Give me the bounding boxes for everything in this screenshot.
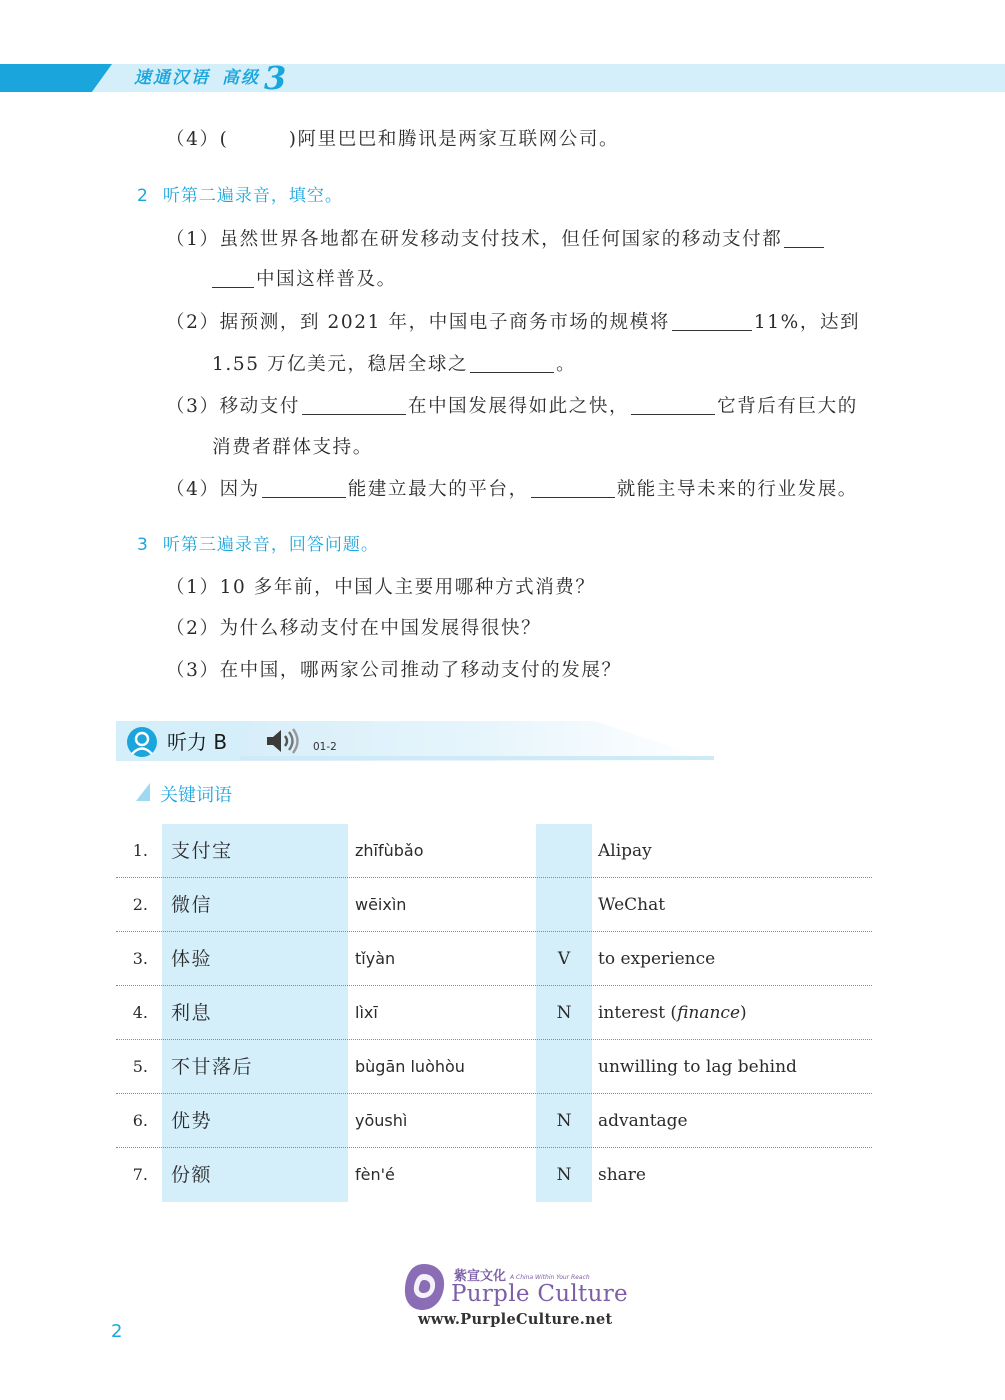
fill-blank[interactable] bbox=[470, 354, 554, 373]
level-label: 高级 bbox=[222, 68, 260, 88]
s2-q3-line2: 消费者群体支持。 bbox=[212, 437, 373, 458]
vocab-num: 4. bbox=[132, 1003, 148, 1022]
fill-blank[interactable] bbox=[212, 269, 254, 288]
vocab-pinyin: bùgān luòhòu bbox=[355, 1057, 465, 1076]
vocab-pos: N bbox=[556, 1165, 572, 1185]
s3-question-3: （3）在中国，哪两家公司推动了移动支付的发展？ bbox=[166, 660, 622, 681]
s2-q1-line1 bbox=[166, 228, 826, 252]
question-4-true-false: （4）( )阿里巴巴和腾讯是两家互联网公司。 bbox=[166, 129, 620, 150]
vocab-num: 2. bbox=[132, 895, 148, 914]
s3-question-1: （1）10 多年前，中国人主要用哪种方式消费？ bbox=[166, 577, 596, 598]
vocab-hanzi: 份额 bbox=[171, 1164, 213, 1186]
audio-speaker-icon[interactable] bbox=[265, 726, 303, 756]
s2-q4-text-b: 能建立最大的平台， bbox=[347, 479, 529, 500]
s2-q3-line1 bbox=[166, 395, 858, 419]
vocab-english: share bbox=[598, 1165, 646, 1185]
vocab-num: 5. bbox=[132, 1057, 148, 1076]
s2-q3-text-b: 在中国发展得如此之快， bbox=[407, 396, 630, 417]
s2-q1-text-b: 中国这样普及。 bbox=[256, 269, 397, 290]
fill-blank[interactable] bbox=[302, 396, 406, 415]
vocab-pinyin: fèn'é bbox=[355, 1165, 395, 1184]
vocab-english: Alipay bbox=[598, 841, 652, 861]
section-2-number: 2 bbox=[137, 186, 149, 206]
level-number: 3 bbox=[264, 59, 289, 97]
s2-q4-line1 bbox=[166, 478, 858, 502]
section-3-heading bbox=[137, 533, 379, 557]
s2-q3-text-a: （3）移动支付 bbox=[166, 396, 300, 417]
vocab-pinyin: wēixìn bbox=[355, 895, 407, 914]
vocab-row bbox=[116, 1094, 872, 1148]
s2-q4-text-c: 就能主导未来的行业发展。 bbox=[616, 479, 858, 500]
fill-blank[interactable] bbox=[672, 312, 752, 331]
s2-q3-text-c: 它背后有巨大的 bbox=[717, 396, 858, 417]
s3-question-2: （2）为什么移动支付在中国发展得很快？ bbox=[166, 618, 542, 639]
fill-blank[interactable] bbox=[784, 229, 824, 248]
logo-chinese-name: 紫宣文化 bbox=[454, 1269, 507, 1284]
vocab-num: 7. bbox=[132, 1165, 148, 1184]
book-title-text: 速通汉语 bbox=[134, 68, 210, 88]
person-icon bbox=[127, 727, 157, 757]
vocab-row bbox=[116, 1148, 872, 1202]
s2-q2-text-c: 1.55 万亿美元，稳居全球之 bbox=[212, 354, 469, 375]
s2-q2-text-d: 。 bbox=[556, 354, 577, 375]
s2-q2-line1 bbox=[166, 311, 860, 335]
vocab-pos: N bbox=[556, 1111, 572, 1131]
s2-q2-line2 bbox=[212, 353, 576, 377]
track-number: 01-2 bbox=[313, 741, 337, 753]
vocab-row bbox=[116, 824, 872, 878]
vocab-pinyin: yōushì bbox=[355, 1111, 408, 1130]
vocab-english: advantage bbox=[598, 1111, 688, 1131]
s2-q1-line2 bbox=[212, 268, 397, 292]
logo-name: Purple Culture bbox=[451, 1281, 628, 1307]
keywords-title: 关键词语 bbox=[160, 785, 232, 806]
vocab-num: 1. bbox=[132, 841, 148, 860]
vocab-pos: N bbox=[556, 1003, 572, 1023]
fill-blank[interactable] bbox=[631, 396, 715, 415]
vocab-hanzi: 体验 bbox=[171, 948, 213, 970]
book-title bbox=[134, 59, 289, 97]
vocab-row bbox=[116, 986, 872, 1040]
vocab-hanzi: 不甘落后 bbox=[171, 1056, 254, 1078]
listening-b-underline bbox=[240, 756, 714, 760]
purple-culture-logo-icon bbox=[402, 1262, 446, 1312]
s2-q1-text-a: （1）虽然世界各地都在研发移动支付技术，但任何国家的移动支付都 bbox=[166, 229, 783, 250]
keywords-marker-icon bbox=[136, 783, 150, 801]
vocab-row bbox=[116, 1040, 872, 1094]
vocab-english: to experience bbox=[598, 949, 716, 969]
vocab-pos: V bbox=[557, 949, 571, 969]
publisher-url[interactable]: www.PurpleCulture.net bbox=[418, 1311, 613, 1328]
vocab-num: 3. bbox=[132, 949, 148, 968]
s2-q4-text-a: （4）因为 bbox=[166, 479, 260, 500]
vocab-pinyin: zhīfùbǎo bbox=[355, 841, 424, 860]
vocab-hanzi: 优势 bbox=[171, 1110, 213, 1132]
vocab-row bbox=[116, 932, 872, 986]
page-number: 2 bbox=[111, 1321, 123, 1342]
listener-icon bbox=[127, 727, 157, 757]
vocab-pinyin: tǐyàn bbox=[355, 949, 396, 968]
listening-b-title: 听力 B bbox=[167, 730, 228, 754]
fill-blank[interactable] bbox=[262, 479, 346, 498]
logo-tagline: A China Within Your Reach bbox=[510, 1274, 590, 1281]
section-2-heading bbox=[137, 184, 343, 208]
section-3-number: 3 bbox=[137, 535, 149, 555]
vocab-hanzi: 微信 bbox=[171, 894, 213, 916]
vocab-hanzi: 支付宝 bbox=[171, 840, 233, 862]
section-2-title: 听第二遍录音，填空。 bbox=[162, 186, 343, 206]
vocab-english: unwilling to lag behind bbox=[598, 1057, 797, 1077]
vocab-hanzi: 利息 bbox=[171, 1002, 213, 1024]
fill-blank[interactable] bbox=[531, 479, 615, 498]
s2-q2-text-b: 11%，达到 bbox=[753, 312, 861, 333]
s2-q2-text-a: （2）据预测，到 2021 年，中国电子商务市场的规模将 bbox=[166, 312, 670, 333]
vocab-english: interest (finance) bbox=[598, 1003, 747, 1023]
vocab-pinyin: lìxī bbox=[355, 1003, 378, 1022]
section-3-title: 听第三遍录音，回答问题。 bbox=[162, 535, 379, 555]
vocab-row bbox=[116, 878, 872, 932]
vocab-num: 6. bbox=[132, 1111, 148, 1130]
vocab-english: WeChat bbox=[598, 895, 666, 915]
